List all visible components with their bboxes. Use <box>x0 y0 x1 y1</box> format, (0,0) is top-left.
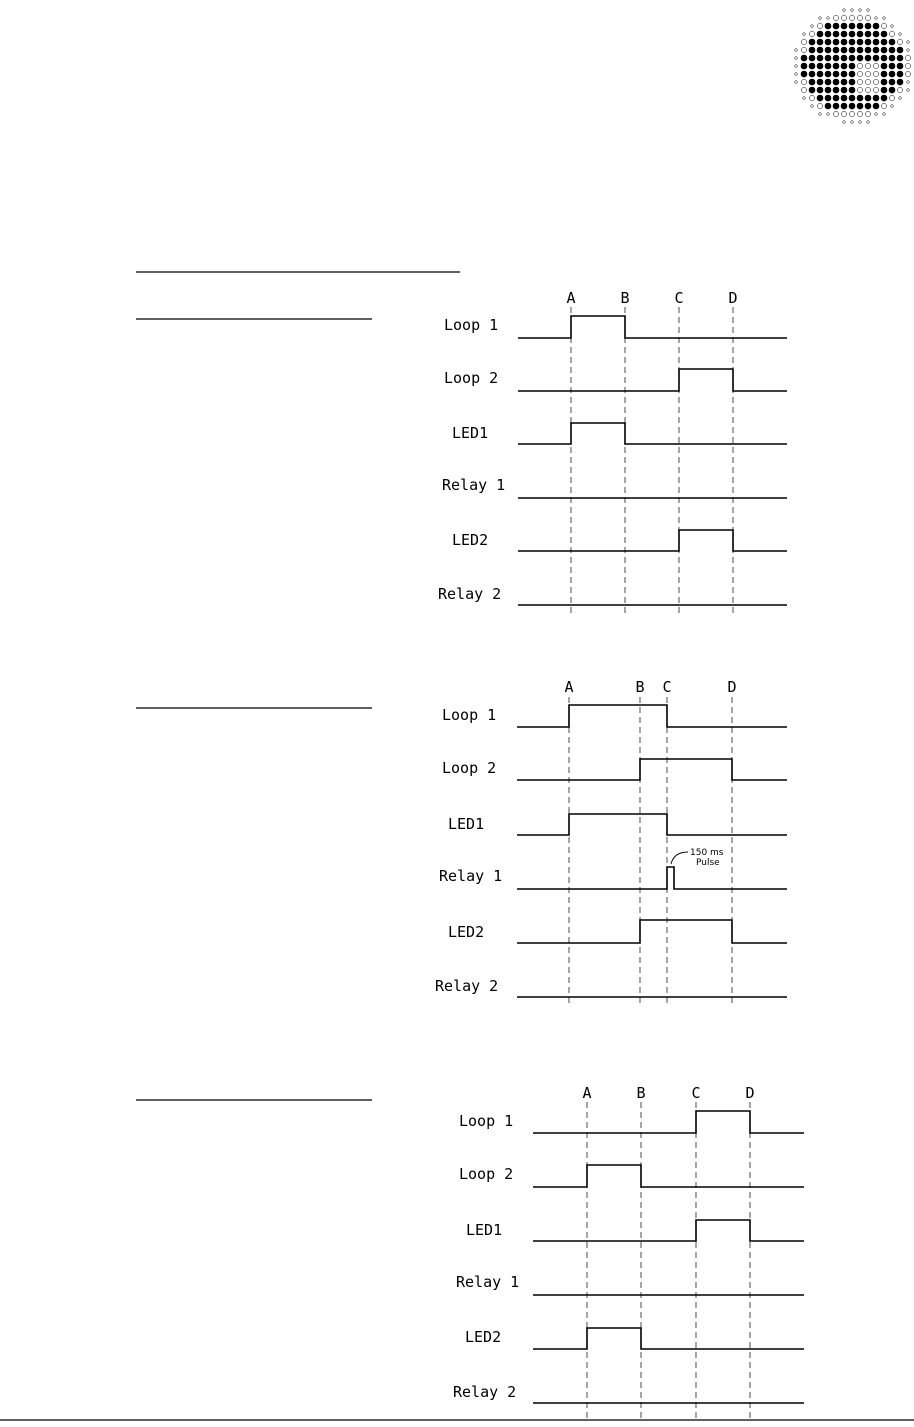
pulse-annotation-label: Pulse <box>696 858 720 868</box>
logo-dot <box>873 23 880 30</box>
logo-dot <box>817 87 824 94</box>
logo-dot <box>817 23 822 28</box>
signal-label-led2: LED2 <box>452 531 489 549</box>
logo-dot <box>809 95 814 100</box>
logo-dot <box>833 47 840 54</box>
logo-dot <box>833 39 840 46</box>
logo-dot <box>881 47 888 54</box>
logo-dot <box>809 55 816 62</box>
logo-dot <box>809 47 816 54</box>
logo-dot <box>833 71 840 78</box>
logo-dot <box>817 31 824 38</box>
signal-label-relay-1: Relay 1 <box>439 867 503 885</box>
logo-dot <box>889 39 896 46</box>
logo-dot <box>817 55 824 62</box>
logo-dot <box>833 87 840 94</box>
marker-d: D <box>727 678 737 696</box>
logo-dot <box>857 39 864 46</box>
signal-label-led2: LED2 <box>465 1328 502 1346</box>
logo-dot <box>843 9 846 12</box>
logo-dot <box>825 95 832 102</box>
marker-c: C <box>691 1084 701 1102</box>
signal-label-led2: LED2 <box>448 923 485 941</box>
logo-dot <box>883 113 886 116</box>
logo-dot <box>819 17 822 20</box>
logo-dot <box>801 47 806 52</box>
waveform-led2 <box>533 1328 804 1349</box>
timing-diagram-1 <box>438 289 787 614</box>
logo-dot <box>849 103 856 110</box>
marker-a: A <box>564 678 574 696</box>
logo-dot <box>841 79 848 86</box>
logo-dot <box>873 39 880 46</box>
logo-dot <box>881 63 888 70</box>
logo-dot <box>857 71 862 76</box>
logo-dot <box>795 49 798 52</box>
logo-dot <box>889 95 894 100</box>
signal-label-loop-1: Loop 1 <box>459 1112 514 1130</box>
logo-dot <box>809 31 814 36</box>
logo-dot <box>889 63 896 70</box>
logo-dot <box>897 79 904 86</box>
logo-dot <box>809 79 816 86</box>
waveform-led2 <box>517 920 787 943</box>
timing-diagram-2 <box>435 678 787 1006</box>
logo-dot <box>889 31 894 36</box>
logo-dot <box>849 55 856 62</box>
logo-dot <box>825 39 832 46</box>
signal-label-relay-2: Relay 2 <box>438 585 502 603</box>
logo-dot <box>849 15 854 20</box>
logo-dot <box>889 79 896 86</box>
logo-dot <box>825 23 832 30</box>
logo-dot <box>833 15 838 20</box>
logo-dot <box>899 33 902 36</box>
marker-b: B <box>620 289 630 307</box>
logo-dot <box>803 97 806 100</box>
logo-dot <box>849 95 856 102</box>
logo-dot <box>857 63 862 68</box>
marker-a: A <box>582 1084 592 1102</box>
logo-dot <box>897 55 904 62</box>
logo-dot <box>849 47 856 54</box>
logo-dot <box>833 55 840 62</box>
logo-dot <box>891 25 894 28</box>
logo-dot <box>907 49 910 52</box>
signal-label-relay-2: Relay 2 <box>435 977 499 995</box>
signal-label-loop-1: Loop 1 <box>444 316 499 334</box>
logo-dot <box>841 23 848 30</box>
logo-dot <box>841 87 848 94</box>
marker-c: C <box>674 289 684 307</box>
logo-dot <box>841 55 848 62</box>
logo-dot <box>849 111 854 116</box>
logo-dot <box>801 55 808 62</box>
logo-dot <box>865 23 872 30</box>
pulse-annotation-duration: 150 ms <box>690 848 724 858</box>
logo-dot <box>881 31 888 38</box>
logo-dot <box>857 23 864 30</box>
logo-dot <box>849 87 856 94</box>
logo-dot <box>825 79 832 86</box>
logo-dot <box>899 97 902 100</box>
marker-d: D <box>745 1084 755 1102</box>
pulse-annotation-leader <box>671 852 688 864</box>
logo-dot <box>857 111 862 116</box>
logo-dot <box>825 103 832 110</box>
logo-dot <box>897 63 904 70</box>
logo-dot <box>841 63 848 70</box>
logo-dot <box>867 9 870 12</box>
logo-dot <box>849 23 856 30</box>
logo-dot <box>865 111 870 116</box>
logo-dot <box>905 55 910 60</box>
logo-dot <box>873 95 880 102</box>
logo-dot <box>873 55 880 62</box>
logo-dot <box>843 121 846 124</box>
waveform-loop-1 <box>533 1111 804 1133</box>
logo-dot <box>841 103 848 110</box>
company-logo <box>795 9 911 124</box>
logo-dot <box>865 15 870 20</box>
marker-c: C <box>662 678 672 696</box>
logo-dot <box>889 87 896 94</box>
logo-dot <box>801 71 808 78</box>
marker-d: D <box>728 289 738 307</box>
logo-dot <box>865 63 870 68</box>
logo-dot <box>795 57 798 60</box>
logo-dot <box>873 63 878 68</box>
logo-dot <box>907 89 910 92</box>
logo-dot <box>865 79 870 84</box>
logo-dot <box>873 103 880 110</box>
logo-dot <box>803 33 806 36</box>
logo-dot <box>881 95 888 102</box>
logo-dot <box>865 47 872 54</box>
signal-label-led1: LED1 <box>448 815 485 833</box>
logo-dot <box>859 121 862 124</box>
logo-dot <box>833 103 840 110</box>
logo-dot <box>865 103 872 110</box>
logo-dot <box>833 63 840 70</box>
logo-dot <box>811 25 814 28</box>
logo-dot <box>825 55 832 62</box>
logo-dot <box>841 111 846 116</box>
logo-dot <box>851 9 854 12</box>
logo-dot <box>865 95 872 102</box>
logo-dot <box>817 95 824 102</box>
logo-dot <box>875 113 878 116</box>
logo-dot <box>897 39 902 44</box>
logo-dot <box>873 31 880 38</box>
logo-dot <box>907 41 910 44</box>
logo-dot <box>809 87 816 94</box>
logo-dot <box>849 79 856 86</box>
waveform-led1 <box>518 423 787 444</box>
logo-dot <box>801 79 806 84</box>
logo-dot <box>881 23 886 28</box>
logo-dot <box>841 31 848 38</box>
logo-dot <box>825 87 832 94</box>
logo-dot <box>889 71 896 78</box>
logo-dot <box>833 79 840 86</box>
logo-dot <box>857 55 864 62</box>
logo-dot <box>865 39 872 46</box>
logo-dot <box>825 71 832 78</box>
marker-a: A <box>566 289 576 307</box>
logo-dot <box>865 87 870 92</box>
logo-dot <box>841 39 848 46</box>
logo-dot <box>841 15 846 20</box>
signal-label-loop-2: Loop 2 <box>444 369 499 387</box>
logo-dot <box>889 55 896 62</box>
logo-dot <box>801 39 806 44</box>
logo-dot <box>809 39 816 46</box>
logo-dot <box>827 17 830 20</box>
logo-dot <box>897 71 904 78</box>
logo-dot <box>897 47 904 54</box>
guide-lines <box>587 1102 750 1420</box>
logo-dot <box>907 81 910 84</box>
signal-label-relay-2: Relay 2 <box>453 1383 517 1401</box>
logo-dot <box>795 73 798 76</box>
logo-dot <box>841 47 848 54</box>
logo-dot <box>825 63 832 70</box>
logo-dot <box>857 47 864 54</box>
logo-dot <box>849 39 856 46</box>
logo-dot <box>833 111 838 116</box>
waveform-loop-2 <box>518 369 787 391</box>
logo-dot <box>857 103 864 110</box>
signal-label-loop-1: Loop 1 <box>442 706 497 724</box>
logo-dot <box>883 17 886 20</box>
logo-dot <box>865 31 872 38</box>
logo-dot <box>865 55 872 62</box>
logo-dot <box>881 103 886 108</box>
logo-dot <box>795 65 798 68</box>
logo-dot <box>849 71 856 78</box>
timing-diagram-3 <box>453 1084 804 1420</box>
waveform-led1 <box>533 1220 804 1241</box>
guide-lines <box>571 307 733 614</box>
waveform-relay-1 <box>517 867 787 889</box>
waveform-led2 <box>518 530 787 551</box>
logo-dot <box>889 47 896 54</box>
logo-dot <box>875 17 878 20</box>
logo-dot <box>857 79 862 84</box>
logo-dot <box>817 79 824 86</box>
logo-dot <box>905 63 910 68</box>
logo-dot <box>811 105 814 108</box>
logo-dot <box>891 105 894 108</box>
signal-label-led1: LED1 <box>452 424 489 442</box>
logo-dot <box>833 95 840 102</box>
logo-dot <box>833 23 840 30</box>
logo-dot <box>841 95 848 102</box>
logo-dot <box>809 63 816 70</box>
logo-dot <box>801 63 808 70</box>
waveform-loop-1 <box>518 316 787 338</box>
logo-dot <box>873 87 878 92</box>
logo-dot <box>819 113 822 116</box>
logo-dot <box>859 9 862 12</box>
logo-dot <box>873 79 878 84</box>
logo-dot <box>841 71 848 78</box>
logo-dot <box>795 81 798 84</box>
logo-dot <box>809 71 816 78</box>
logo-dot <box>881 39 888 46</box>
logo-dot <box>881 79 888 86</box>
logo-dot <box>849 63 856 70</box>
logo-dot <box>867 121 870 124</box>
logo-dot <box>857 87 862 92</box>
marker-b: B <box>636 1084 646 1102</box>
logo-dot <box>873 71 878 76</box>
logo-dot <box>817 71 824 78</box>
logo-dot <box>881 55 888 62</box>
logo-dot <box>833 31 840 38</box>
waveform-led1 <box>517 814 787 835</box>
waveform-loop-2 <box>533 1165 804 1187</box>
marker-b: B <box>635 678 645 696</box>
logo-dot <box>817 39 824 46</box>
logo-dot <box>827 113 830 116</box>
logo-dot <box>817 47 824 54</box>
signal-label-loop-2: Loop 2 <box>459 1165 514 1183</box>
logo-dot <box>817 63 824 70</box>
logo-dot <box>857 31 864 38</box>
waveform-loop-2 <box>517 759 787 780</box>
logo-dot <box>865 71 870 76</box>
logo-dot <box>851 121 854 124</box>
logo-dot <box>873 47 880 54</box>
signal-label-led1: LED1 <box>466 1221 503 1239</box>
signal-label-relay-1: Relay 1 <box>442 476 506 494</box>
signal-label-loop-2: Loop 2 <box>442 759 497 777</box>
logo-dot <box>881 71 888 78</box>
logo-dot <box>825 31 832 38</box>
logo-dot <box>825 47 832 54</box>
logo-dot <box>881 87 888 94</box>
logo-dot <box>801 87 806 92</box>
signal-label-relay-1: Relay 1 <box>456 1273 520 1291</box>
waveform-loop-1 <box>517 705 787 727</box>
logo-dot <box>857 15 862 20</box>
logo-dot <box>817 103 822 108</box>
logo-dot <box>905 71 910 76</box>
logo-dot <box>897 87 902 92</box>
logo-dot <box>849 31 856 38</box>
logo-dot <box>857 95 864 102</box>
